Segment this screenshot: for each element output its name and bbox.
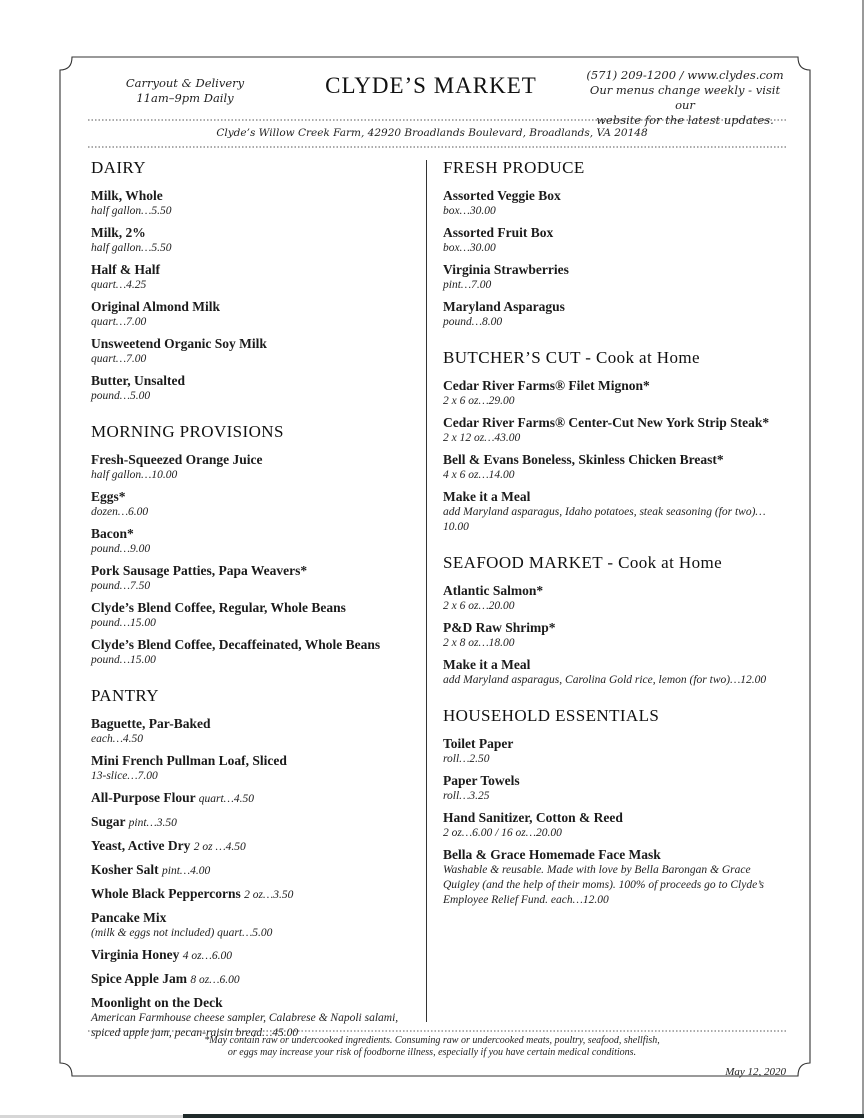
item-name: Baguette, Par-Baked [91,716,211,731]
item-name: Hand Sanitizer, Cotton & Reed [443,810,623,825]
left-column [91,158,421,1059]
menu-item [91,599,421,631]
item-name-line [91,525,421,542]
item-name: Bacon* [91,526,134,541]
menu-item [91,970,421,989]
contact-block [580,68,790,128]
item-name-line [443,488,788,505]
item-description: 2 x 6 oz…20.00 [443,600,515,612]
item-description: 4 x 6 oz…14.00 [443,469,515,481]
item-name: Whole Black Peppercorns [91,886,241,901]
item-name: All-Purpose Flour [91,790,196,805]
item-description: 13-slice…7.00 [91,770,158,782]
item-name: Maryland Asparagus [443,299,565,314]
section-title: MORNING PROVISIONS [91,422,284,441]
item-description: pint…7.00 [443,279,492,291]
menu-item [91,946,421,965]
item-name-line [91,335,421,352]
item-name: Kosher Salt [91,862,159,877]
item-name-line [91,789,421,808]
section-butcher-s-cut-cook-at-home [443,348,788,535]
item-name: Original Almond Milk [91,299,221,314]
menu-item [91,224,421,256]
item-name-line [91,187,421,204]
menu-item [443,619,788,651]
menu-item [443,451,788,483]
menu-item [443,298,788,330]
item-name-line [443,187,788,204]
menu-item [443,377,788,409]
section-title: DAIRY [91,158,146,177]
item-name-line [91,488,421,505]
section-household-essentials [443,706,788,908]
menu-item [443,735,788,767]
menu-item [443,582,788,614]
menu-item [91,525,421,557]
item-description: each…4.50 [91,733,144,745]
item-name-line [91,715,421,732]
item-description: quart…4.25 [91,279,147,291]
menu-date: May 12, 2020 [725,1066,786,1078]
item-name: Bell & Evans Boneless, Skinless Chicken Breast* [443,452,724,467]
item-name: Clyde’s Blend Coffee, Decaffeinated, Whole Beans [91,637,381,652]
item-price: 2 oz …4.50 [193,841,246,853]
item-name: Cedar River Farms® Center-Cut New York Strip Steak* [443,415,770,430]
item-price: 2 oz…3.50 [244,889,294,901]
item-description: pound…7.50 [91,580,151,592]
item-name: Atlantic Salmon* [443,583,544,598]
menu-item [443,656,788,688]
section-title: BUTCHER’S CUT - Cook at Home [443,348,700,367]
item-name: Virginia Strawberries [443,262,569,277]
item-description: quart…7.00 [91,353,147,365]
item-name-line [91,451,421,468]
section-title: HOUSEHOLD ESSENTIALS [443,706,660,725]
menu-item [91,789,421,808]
menu-item [443,488,788,535]
item-name-line [91,261,421,278]
menu-item [91,562,421,594]
item-name: Make it a Meal [443,657,531,672]
item-name: Sugar [91,814,126,829]
item-name-line [443,846,788,863]
item-description: box…30.00 [443,242,496,254]
menu-item [443,772,788,804]
menu-item [91,837,421,856]
carryout-text: Carryout & Delivery [125,76,245,90]
menu-item [443,846,788,908]
item-name: Moonlight on the Deck [91,995,223,1010]
menu-item [91,298,421,330]
item-name-line [91,970,421,989]
item-name: Yeast, Active Dry [91,838,191,853]
section-seafood-market-cook-at-home [443,553,788,688]
section-fresh-produce [443,158,788,330]
item-description: pound…5.00 [91,390,151,402]
contact-note-2: website for the latest updates. [596,113,774,127]
item-name-line [91,224,421,241]
item-name-line [91,813,421,832]
menu-item [91,994,421,1041]
item-name: Eggs* [91,489,126,504]
item-description: 2 oz…6.00 / 16 oz…20.00 [443,827,562,839]
menu-item [443,414,788,446]
item-name-line [443,735,788,752]
item-description: roll…3.25 [443,790,490,802]
menu-item [91,335,421,367]
item-name-line [91,298,421,315]
item-description: pound…15.00 [91,617,156,629]
item-name: Pork Sausage Patties, Papa Weavers* [91,563,308,578]
item-description: half gallon…5.50 [91,242,172,254]
item-description: American Farmhouse cheese sampler, Calabrese & Napoli salami, spiced apple jam, pecan-raisin bread…45.00 [91,1012,399,1039]
hours-block [100,76,270,106]
item-name: Clyde’s Blend Coffee, Regular, Whole Beans [91,600,346,615]
item-name-line [91,909,421,926]
item-name-line [443,224,788,241]
item-name-line [91,372,421,389]
item-description: 2 x 12 oz…43.00 [443,432,521,444]
item-name-line [443,809,788,826]
section-pantry [91,686,421,1041]
item-description: pound…8.00 [443,316,503,328]
item-description: add Maryland asparagus, Carolina Gold rice, lemon (for two)…12.00 [443,674,767,686]
menu-item [91,885,421,904]
item-name-line [91,599,421,616]
item-name-line [91,885,421,904]
item-name: Virginia Honey [91,947,180,962]
menu-item [91,909,421,941]
section-dairy [91,158,421,404]
item-name: Butter, Unsalted [91,373,186,388]
item-description: pound…15.00 [91,654,156,666]
item-name-line [443,656,788,673]
menu-item [91,813,421,832]
item-name: Fresh-Squeezed Orange Juice [91,452,263,467]
menu-item [91,861,421,880]
item-description: roll…2.50 [443,753,490,765]
item-description: half gallon…5.50 [91,205,172,217]
item-description: (milk & eggs not included) quart…5.00 [91,927,273,939]
item-price: quart…4.50 [198,793,255,805]
section-title: PANTRY [91,686,159,705]
menu-item [91,261,421,293]
menu-item [443,224,788,256]
footnote-line-2: or eggs may increase your risk of foodborne illness, especially if you have certain medical conditions. [227,1047,637,1058]
item-name: Half & Half [91,262,160,277]
menu-item [443,809,788,841]
item-name-line [443,772,788,789]
menu-item [91,451,421,483]
item-name: Assorted Veggie Box [443,188,561,203]
item-name: P&D Raw Shrimp* [443,620,556,635]
footnote [90,1035,774,1059]
menu-item [91,372,421,404]
item-name: Mini French Pullman Loaf, Sliced [91,753,287,768]
menu-item [91,715,421,747]
item-name-line [91,636,421,653]
item-name: Milk, 2% [91,225,146,240]
item-name-line [91,752,421,769]
address-line: Clyde’s Willow Creek Farm, 42920 Broadlands Boulevard, Broadlands, VA 20148 [216,127,648,139]
item-name-line [443,298,788,315]
item-name-line [443,377,788,394]
menu-item [91,187,421,219]
column-divider [426,160,427,1022]
item-description: box…30.00 [443,205,496,217]
item-name-line [91,837,421,856]
item-name: Toilet Paper [443,736,514,751]
item-description: 2 x 6 oz…29.00 [443,395,515,407]
item-description: half gallon…10.00 [91,469,178,481]
item-name-line [91,861,421,880]
item-price: pint…4.00 [162,865,211,877]
menu-item [91,636,421,668]
item-name: Pancake Mix [91,910,167,925]
item-name-line [443,261,788,278]
section-title: FRESH PRODUCE [443,158,585,177]
item-description: 2 x 8 oz…18.00 [443,637,515,649]
footnote-line-1: *May contain raw or undercooked ingredients. Consuming raw or undercooked meats, poultry, seafood, shellfish, [204,1035,660,1046]
item-name-line [443,451,788,468]
item-description: Washable & reusable. Made with love by Bella Barongan & Grace Quigley (and the help of their moms). 100% of proceeds go to Clyde’s Employee Relief Fund. each…12.00 [443,864,764,906]
item-price: pint…3.50 [128,817,177,829]
right-column [443,158,788,926]
page-title: CLYDE’S MARKET [325,73,537,98]
item-name: Paper Towels [443,773,520,788]
contact-phone-web: (571) 209-1200 / www.clydes.com [586,68,784,82]
item-description: quart…7.00 [91,316,147,328]
menu-item [443,261,788,293]
hours-text: 11am–9pm Daily [136,91,234,105]
item-name: Unsweetend Organic Soy Milk [91,336,267,351]
item-description: dozen…6.00 [91,506,149,518]
menu-item [91,752,421,784]
item-name-line [443,582,788,599]
item-price: 8 oz…6.00 [190,974,240,986]
section-title: SEAFOOD MARKET - Cook at Home [443,553,723,572]
item-name: Cedar River Farms® Filet Mignon* [443,378,650,393]
item-name-line [443,619,788,636]
section-morning-provisions [91,422,421,668]
item-name: Assorted Fruit Box [443,225,554,240]
item-name: Milk, Whole [91,188,163,203]
menu-item [91,488,421,520]
contact-note-1: Our menus change weekly - visit our [589,83,781,112]
item-price: 4 oz…6.00 [182,950,232,962]
item-name-line [443,414,788,431]
item-name: Spice Apple Jam [91,971,188,986]
item-name-line [91,562,421,579]
item-description: pound…9.00 [91,543,151,555]
menu-item [443,187,788,219]
item-name-line [91,994,421,1011]
item-name-line [91,946,421,965]
item-name: Make it a Meal [443,489,531,504]
item-name: Bella & Grace Homemade Face Mask [443,847,661,862]
item-description: add Maryland asparagus, Idaho potatoes, steak seasoning (for two)…10.00 [443,506,766,533]
